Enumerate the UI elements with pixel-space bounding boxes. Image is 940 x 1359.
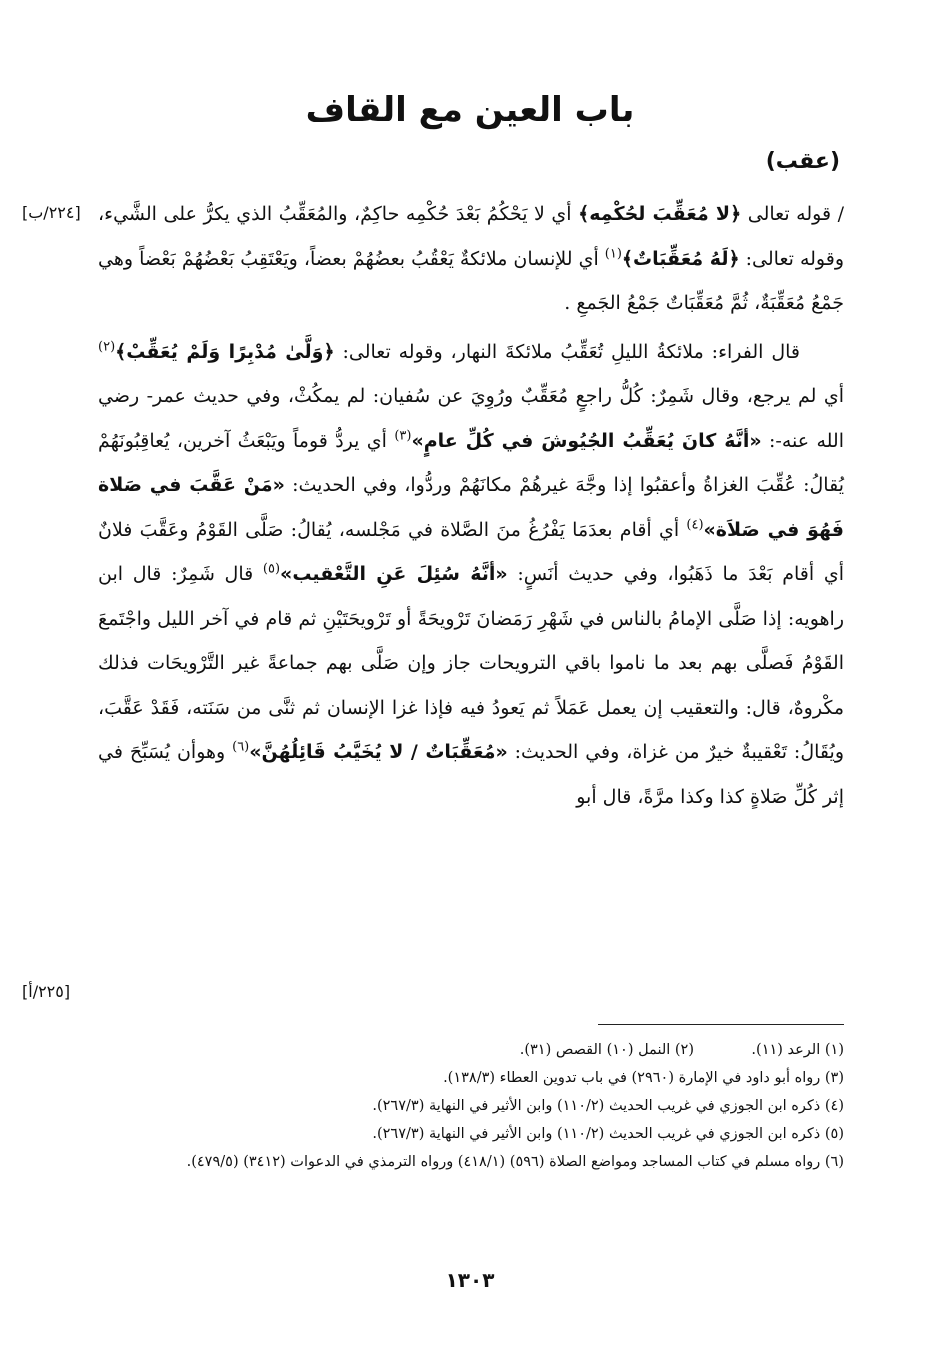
paragraph: [98, 192, 844, 326]
text-run: وهوأن يُسَبِّحَ في إثر كُلِّ صَلاةٍ كذا وكذا مرَّةً، قال أبو: [98, 741, 844, 808]
footnote: (٦) رواه مسلم في كتاب المساجد ومواضع الصلاة (٥٩٦) (٤١٨/١) ورواه الترمذي في الدعوات (٣٤١٢) (٤٧٩/٥).: [186, 1154, 844, 1170]
footnote: (٣) رواه أبو داود في الإمارة (٢٩٦٠) في باب تدوين العطاء (١٣٨/٣).: [443, 1070, 844, 1086]
page-number: ١٣٠٣: [445, 1268, 495, 1292]
footnote-ref: (٥): [262, 561, 281, 577]
footnote-ref: (٤): [686, 517, 704, 533]
main-text: [98, 192, 844, 819]
footnote: (١) الرعد (١١).: [751, 1042, 844, 1058]
text-run: أي للإنسان ملائكةٌ يَعْقُبُ بعضُهُمْ بعضاً، ويَعْتَقِبُ بَعْضُهُمْ بَعْضاً وهي جَمْعُ مُعَقِّبَةٌ، ثُمَّ مُعَقِّبَاتٌ جَمْعُ الجَمعِ .: [98, 247, 844, 314]
text-run: / قوله تعالى: [741, 203, 844, 225]
manuscript-folio-ref: [٢٢٤/ب]: [22, 203, 81, 222]
text-run: قال شَمِرٌ: قال ابن راهويه: إذا صَلَّى الإمامُ بالناس في شَهْرِ رَمَضانَ تَرْويحَةً أو تَرْويحَتَيْنِ ثم قام في آخر الليل واجْتَمعَ القَوْمُ فَصلَّى بهم بعد ما ناموا باقي الترويحات جاز وإن صَلَّى بهم جماعةً غير التَّرْويحَات فذلك مكْروهٌ، قال: والتعقيب إن يعمل عَمَلاً ثم يَعودُ فيه فإذا غزا الإنسان ثم ثنَّى من سَنَته، فَقَدْ عَقَّبَ، ويُقَالُ: تَعْقيبةٌ خيرٌ من غزاة، وفي الحديث:: [98, 563, 844, 763]
manuscript-folio-ref: [٢٢٥/أ]: [22, 982, 71, 1001]
text-run: أي لا يَحْكُمُ بَعْدَ حُكْمِه حاكِمٌ، والمُعَقِّبُ الذي يكرُّ على الشَّيء، وقوله تعالى:: [98, 203, 844, 270]
footnote-ref: (٦): [232, 739, 250, 755]
hadith-quote: «مَنْ عَقَّبَ في صَلاة فَهُوَ في صَلاَة»: [98, 474, 844, 541]
quran-quote: ﴿لَهُ مُعَقِّبَاتٌ﴾: [621, 247, 740, 270]
chapter-title: باب العين مع القاف: [305, 90, 635, 130]
quran-quote: ﴿وَلَّىٰ مُدْبِرًا وَلَمْ يُعَقِّبْ﴾: [115, 340, 335, 363]
quran-quote: ﴿لا مُعَقِّبَ لحُكْمِه﴾: [578, 203, 742, 225]
text-run: أي أقام بعدَمَا يَفْرُغُ منَ الصَّلاة في مَجْلسه، يُقالُ: صَلَّى القَوْمُ وعَقَّبَ فلانٌ أي أقام بَعْدَ ما ذَهَبُوا، وفي حديث أنَسٍ:: [98, 518, 844, 585]
footnote: (٥) ذكره ابن الجوزي في غريب الحديث (١١٠/٢) وابن الأثير في النهاية (٢٦٧/٣).: [372, 1126, 844, 1142]
hadith-quote: «أنَّهُ سُئِلَ عَنِ التَّعْقيب»: [280, 563, 508, 585]
entry-heading: (عقب): [765, 149, 840, 174]
footnote-ref: (٢): [98, 339, 116, 355]
footnote-ref: (١): [604, 246, 622, 262]
footnote: (٢) النمل (١٠) القصص (٣١).: [519, 1042, 694, 1058]
text-run: أي يردُّ قوماً ويَبْعَثُ آخرين، يُعاقِبُونَهُمْ يُقالُ: عُقِّبَ الغزاةُ وأعقبُوا إذا وجَّهَ غيرهُمْ مكانَهُمْ وردُّوا، وفي الحديث:: [98, 429, 844, 496]
hadith-quote: «أنَّهُ كانَ يُعَقِّبُ الجُيُوشَ في كُلِّ عامٍ»: [411, 429, 762, 452]
footnote-row: [98, 1036, 844, 1064]
footnotes: [98, 1036, 844, 1176]
footnote: (٤) ذكره ابن الجوزي في غريب الحديث (١١٠/٢) وابن الأثير في النهاية (٢٦٧/٣).: [372, 1098, 844, 1114]
footnote-ref: (٣): [394, 428, 412, 444]
paragraph: [98, 330, 844, 820]
footnote-separator: [598, 1024, 844, 1025]
text-run: أي لم يرجع، وقال شَمِرٌ: كُلُّ راجعٍ مُعَقِّبٌ ورُوِيَ عن سُفيان: لم يمكُثْ، وفي حديث عمر- رضي الله عنه-:: [98, 385, 845, 452]
text-run: قال الفراء: ملائكةُ الليلِ تُعَقِّبُ ملائكةَ النهار، وقوله تعالى:: [334, 340, 800, 363]
hadith-quote: «مُعَقِّبَاتٌ / لا يُخَيَّبُ قَائِلُهُنَّ»: [249, 741, 508, 763]
